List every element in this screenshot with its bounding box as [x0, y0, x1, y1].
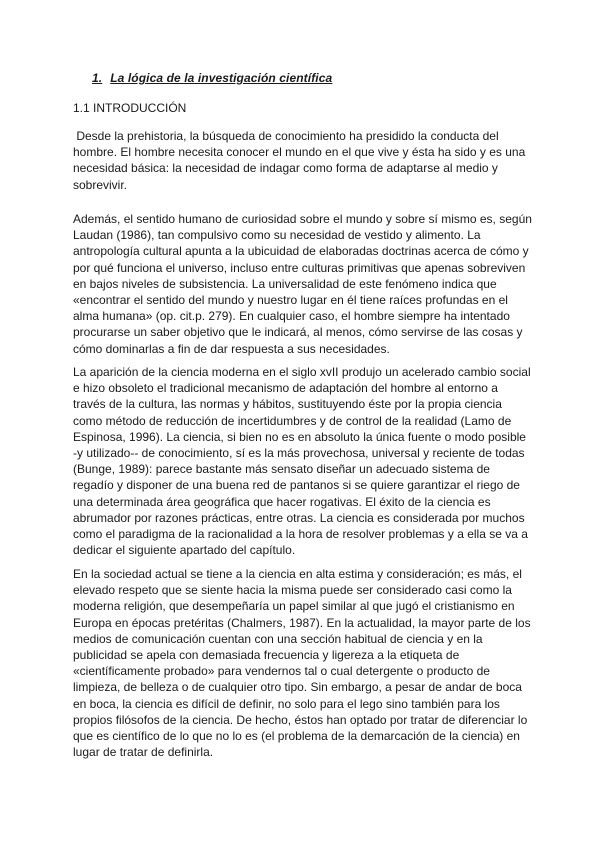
paragraph-4: En la sociedad actual se tiene a la ciencia en alta estima y consideración; es más, el elevado respeto que se siente hacia la misma puede ser considerado casi como la moderna religión, que desempeñaría un papel similar al que jugó el cristianismo en Europa en épocas pretéritas (Chalmers, 1987). En la actualidad, la mayor parte de los medios de comunicación cuentan con una sección habitual de ciencia y en la publicidad se apela con demasiada frecuencia y ligereza a la etiqueta de «científicamente probado» para vendernos tal o cual detergente o producto de limpieza, de belleza o de cualquier otro tipo. Sin embargo, a pesar de andar de boca en boca, la ciencia es difícil de definir, no solo para el lego sino también para los propios filósofos de la ciencia. De hecho, éstos han optado por tratar de diferenciar lo que es científico de lo que no lo es (el problema de la demarcación de la ciencia) en lugar de tratar de definirla.: [73, 567, 531, 760]
chapter-title-text: La lógica de la investigación científica: [110, 71, 333, 85]
chapter-title-number: 1.: [92, 71, 103, 85]
paragraph-3: La aparición de la ciencia moderna en el siglo xvII produjo un acelerado cambio social e hizo obsoleto el tradicional mecanismo de adaptación del hombre al entorno a través de la cultura, las normas y hábitos, sustituyendo éste por la propia ciencia como método de reducción de incertidumbres y de control de la realidad (Lamo de Espinosa, 1996). La ciencia, si bien no es en absoluto la única fuente o modo posible -y utilizado-- de conocimiento, sí es la más provechosa, universal y reciente de todas (Bunge, 1989): parece bastante más sensato diseñar un adecuado sistema de regadío y disponer de una buena red de pantanos si se quiere garantizar el riego de una determinada área geográfica que hacer rogativas. El éxito de la ciencia es abrumador por razones prácticas, entre otras. La ciencia es considerada por muchos como el paradigma de la racionalidad a la hora de resolver problemas y a ella se va a dedicar el siguiente apartado del capítulo.: [73, 365, 531, 558]
paragraph-1: Desde la prehistoria, la búsqueda de conocimiento ha presidido la conducta del hombre. El hombre necesita conocer el mundo en el que vive y ésta ha sido y es una necesidad básica: la necesidad de indagar como forma de adaptarse al medio y sobrevivir.: [73, 129, 529, 192]
chapter-title: [92, 71, 332, 85]
paragraph-2: Además, el sentido humano de curiosidad sobre el mundo y sobre sí mismo es, según Laudan (1986), tan compulsivo como su necesidad de vestido y alimento. La antropología cultural apunta a la ubicuidad de elaboradas doctrinas acerca de cómo y por qué funciona el universo, incluso entre culturas primitivas que apenas sobreviven en bajos niveles de subsistencia. La universalidad de este fenómeno indica que «encontrar el sentido del mundo y nuestro lugar en él tiene raíces profundas en el alma humana» (op. cit.p. 279). En cualquier caso, el hombre siempre ha intentado procurarse un saber objetivo que le indicará, al menos, cómo servirse de las cosas y cómo dominarlas a fin de dar respuesta a sus necesidades.: [73, 212, 532, 356]
section-heading: 1.1 INTRODUCCIÓN: [73, 101, 187, 115]
